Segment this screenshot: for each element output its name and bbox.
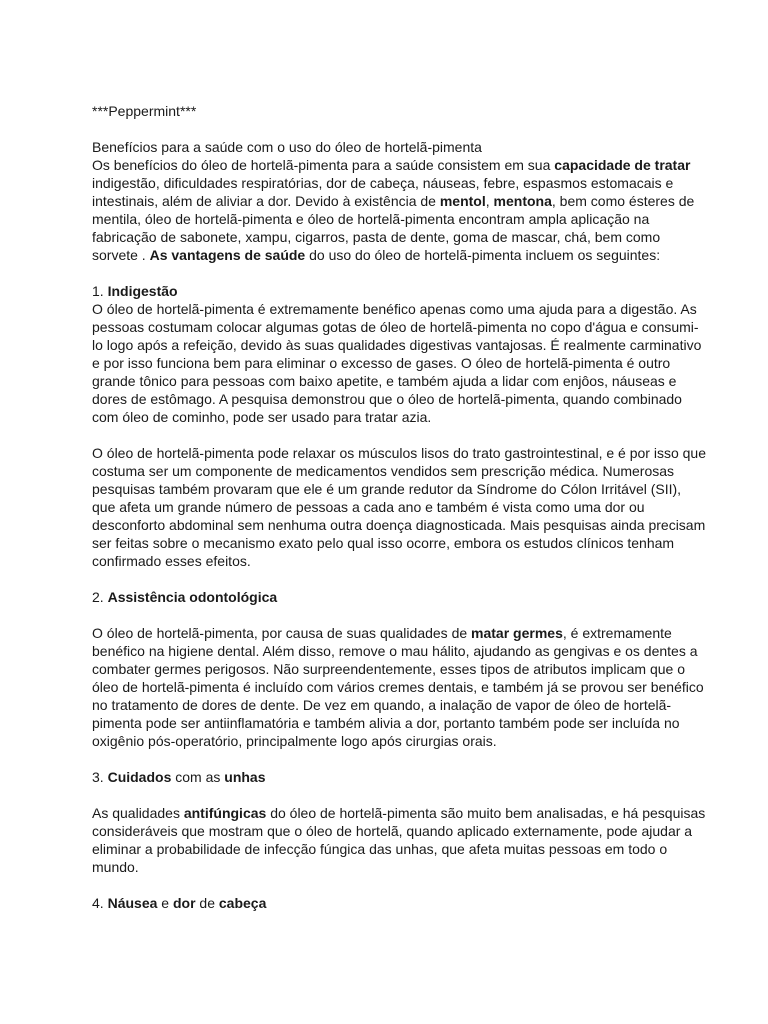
document-header: ***Peppermint*** [92,103,197,119]
bold-text: dor [172,895,196,911]
bold-text: antifúngicas [183,805,267,821]
section-paragraph: O óleo de hortelã-pimenta, por causa de suas qualidades de matar germes, é extremamente benéfico na higiene dental. Além disso, remove o mau hálito, ajudando as gengivas e os dentes a combater germes perigosos. Não surpreendentemente, esses tipos de atributos implicam que o óleo de hortelã-pimenta é incluído com vários cremes dentais, e também já se provou ser benéfico no tratamento de dores de dente. De vez em quando, a inalação de vapor de óleo de hortelã-pimenta pode ser antiinflamatória e também alivia a dor, portanto também pode ser incluída no oxigênio pós-operatório, principalmente logo após cirurgias orais. [92,625,704,749]
spacer [92,264,708,282]
bold-text: unhas [224,769,266,785]
section-heading: 1. Indigestão [92,283,178,299]
bold-text: cabeça [218,895,267,911]
bold-text: Assistência odontológica [107,589,278,605]
section-paragraph: O óleo de hortelã-pimenta pode relaxar os músculos lisos do trato gastrointestinal, e é por isso que costuma ser um componente de medicamentos vendidos sem prescrição médica. Numerosas pesquisas também provaram que ele é um grande redutor da Síndrome do Cólon Irritável (SII), que afeta um grande número de pessoas a cada ano e também é vista como uma dor ou desconforto abdominal sem nenhuma outra doença diagnosticada. Mais pesquisas ainda precisam ser feitas sobre o mecanismo exato pelo qual isso ocorre, embora os estudos clínicos tenham confirmado esses efeitos. [92,445,707,569]
spacer [92,570,708,588]
bold-text: matar germes [471,625,563,641]
bold-text: Náusea [107,895,158,911]
bold-text: mentona [493,193,552,209]
intro-paragraph: Os benefícios do óleo de hortelã-pimenta para a saúde consistem em sua capacidade de tratar indigestão, dificuldades respiratórias, dor de cabeça, náuseas, febre, espasmos estomacais e intestinais, além de aliviar a dor. Devido à existência de mentol, mentona, bem como ésteres de mentila, óleo de hortelã-pimenta e óleo de hortelã-pimenta encontram ampla aplicação na fabricação de sabonete, xampu, cigarros, pasta de dente, goma de mascar, chá, bem como sorvete . As vantagens de saúde do uso do óleo de hortelã-pimenta incluem os seguintes: [92,157,695,263]
bold-text: Cuidados [107,769,172,785]
section-paragraph: O óleo de hortelã-pimenta é extremamente benéfico apenas como uma ajuda para a digestão. As pessoas costumam colocar algumas gotas de óleo de hortelã-pimenta no copo d'água e consumi-lo logo após a refeição, devido às suas qualidades digestivas vantajosas. É realmente carminativo e por isso funciona bem para eliminar o excesso de gases. O óleo de hortelã-pimenta é outro grande tônico para pessoas com baixo apetite, e também ajuda a lidar com enjôos, náuseas e dores de estômago. A pesquisa demonstrou que o óleo de hortelã-pimenta, quando combinado com óleo de cominho, pode ser usado para tratar azia. [92,301,702,425]
spacer [92,876,708,894]
section-paragraph: As qualidades antifúngicas do óleo de hortelã-pimenta são muito bem analisadas, e há pesquisas consideráveis que mostram que o óleo de hortelã, quando aplicado externamente, pode ajudar a eliminar a probabilidade de infecção fúngica das unhas, que afeta muitas pessoas em todo o mundo. [92,805,706,875]
bold-text: As vantagens de saúde [149,247,306,263]
section-heading: 2. Assistência odontológica [92,589,278,605]
spacer [92,750,708,768]
spacer [92,426,708,444]
sections-container [92,264,708,912]
bold-text: capacidade de tratar [554,157,691,173]
spacer [92,606,708,624]
section-heading: 4. Náusea e dor de cabeça [92,895,267,911]
spacer [92,786,708,804]
section-heading: 3. Cuidados com as unhas [92,769,266,785]
bold-text: Indigestão [107,283,178,299]
intro-subtitle: Benefícios para a saúde com o uso do óleo de hortelã-pimenta [92,139,482,155]
bold-text: mentol [439,193,486,209]
spacer [92,120,708,138]
